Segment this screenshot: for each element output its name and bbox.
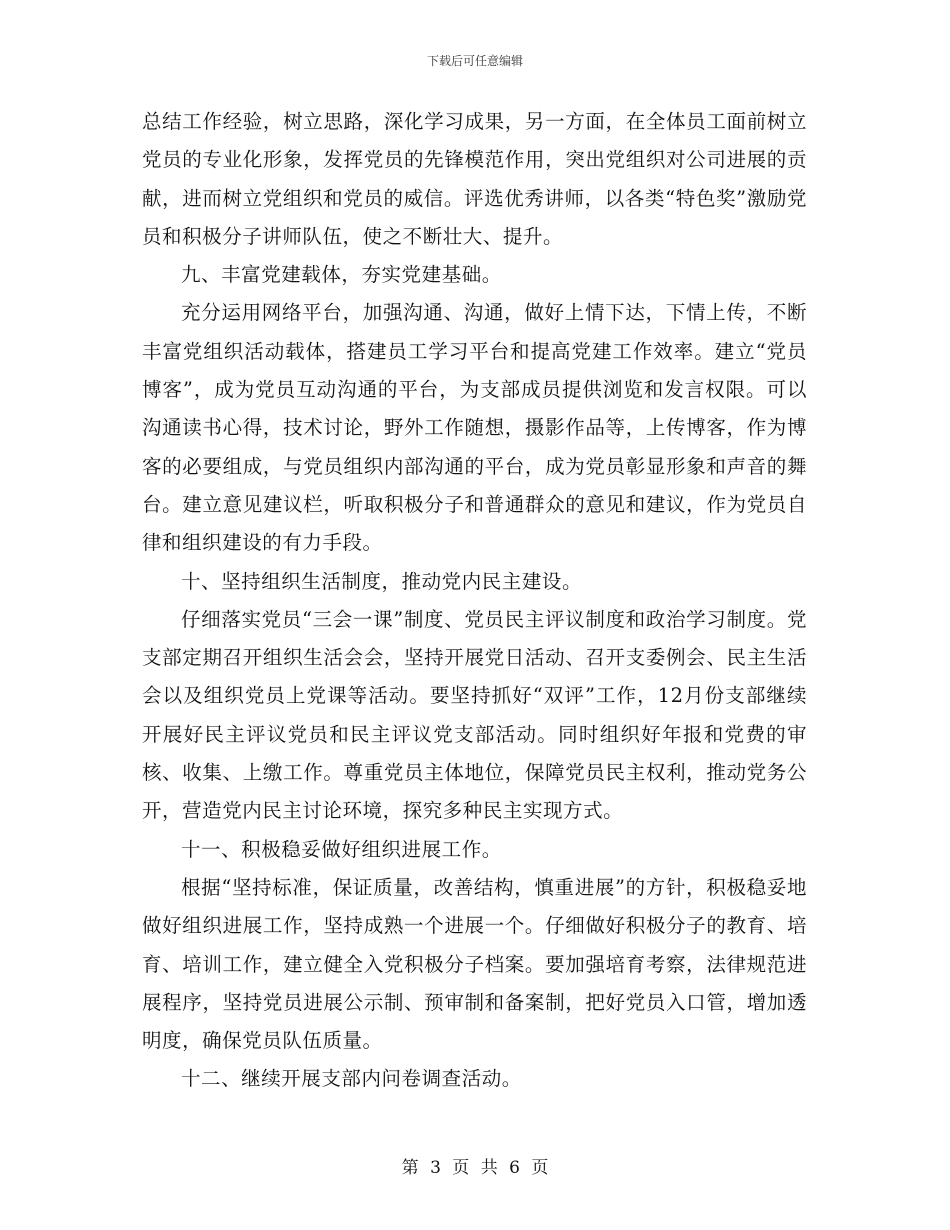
- page-footer: [0, 1153, 950, 1178]
- current-page-number: 3: [430, 1158, 441, 1178]
- section-heading-12: 十二、继续开展支部内问卷调查活动。: [181, 1067, 522, 1091]
- section-heading-10: 十、坚持组织生活制度，推动党内民主建设。: [181, 569, 583, 593]
- footer-page-word: 页: [452, 1158, 470, 1178]
- footer-total-word: 共: [480, 1158, 498, 1178]
- section-heading-9: 九、丰富党建载体，夯实党建基础。: [181, 263, 502, 287]
- paragraph-continuation: 总结工作经验，树立思路，深化学习成果，另一方面，在全体员工面前树立党员的专业化形象，发挥党员的先锋模范作用，突出党组织对公司进展的贡献，进而树立党组织和党员的威信。评选优秀讲师，以各类“特色奖”激励党员和积极分子讲师队伍，使之不断壮大、提升。: [142, 110, 807, 248]
- paragraph-section-10: 仔细落实党员“三会一课”制度、党员民主评议制度和政治学习制度。党支部定期召开组织生活会会，坚持开展党日活动、召开支委例会、民主生活会以及组织党员上党课等活动。要坚持抓好“双评”工作，12月份支部继续开展好民主评议党员和民主评议党支部活动。同时组织好年报和党费的审核、收集、上缴工作。尊重党员主体地位，保障党员民主权利，推动党务公开，营造党内民主讨论环境，探究多种民主实现方式。: [142, 607, 807, 823]
- document-body: [142, 103, 807, 1099]
- page-header: 下载后可任意编辑: [426, 54, 523, 68]
- total-pages-number: 6: [509, 1158, 520, 1178]
- footer-suffix: 页: [531, 1158, 549, 1178]
- paragraph-section-11: 根据“坚持标准，保证质量，改善结构，慎重进展”的方针，积极稳妥地做好组织进展工作，坚持成熟一个进展一个。仔细做好积极分子的教育、培育、培训工作，建立健全入党积极分子档案。要加强培育考察，法律规范进展程序，坚持党员进展公示制、预审制和备案制，把好党员入口管，增加透明度，确保党员队伍质量。: [142, 875, 807, 1053]
- footer-prefix: 第: [401, 1158, 419, 1178]
- paragraph-section-9: 充分运用网络平台，加强沟通、沟通，做好上情下达，下情上传，不断丰富党组织活动载体，搭建员工学习平台和提高党建工作效率。建立“党员博客”，成为党员互动沟通的平台，为支部成员提供浏览和发言权限。可以沟通读书心得，技术讨论，野外工作随想，摄影作品等，上传博客，作为博客的必要组成，与党员组织内部沟通的平台，成为党员彰显形象和声音的舞台。建立意见建议栏，听取积极分子和普通群众的意见和建议，作为党员自律和组织建设的有力手段。: [142, 301, 807, 555]
- section-heading-11: 十一、积极稳妥做好组织进展工作。: [181, 837, 502, 861]
